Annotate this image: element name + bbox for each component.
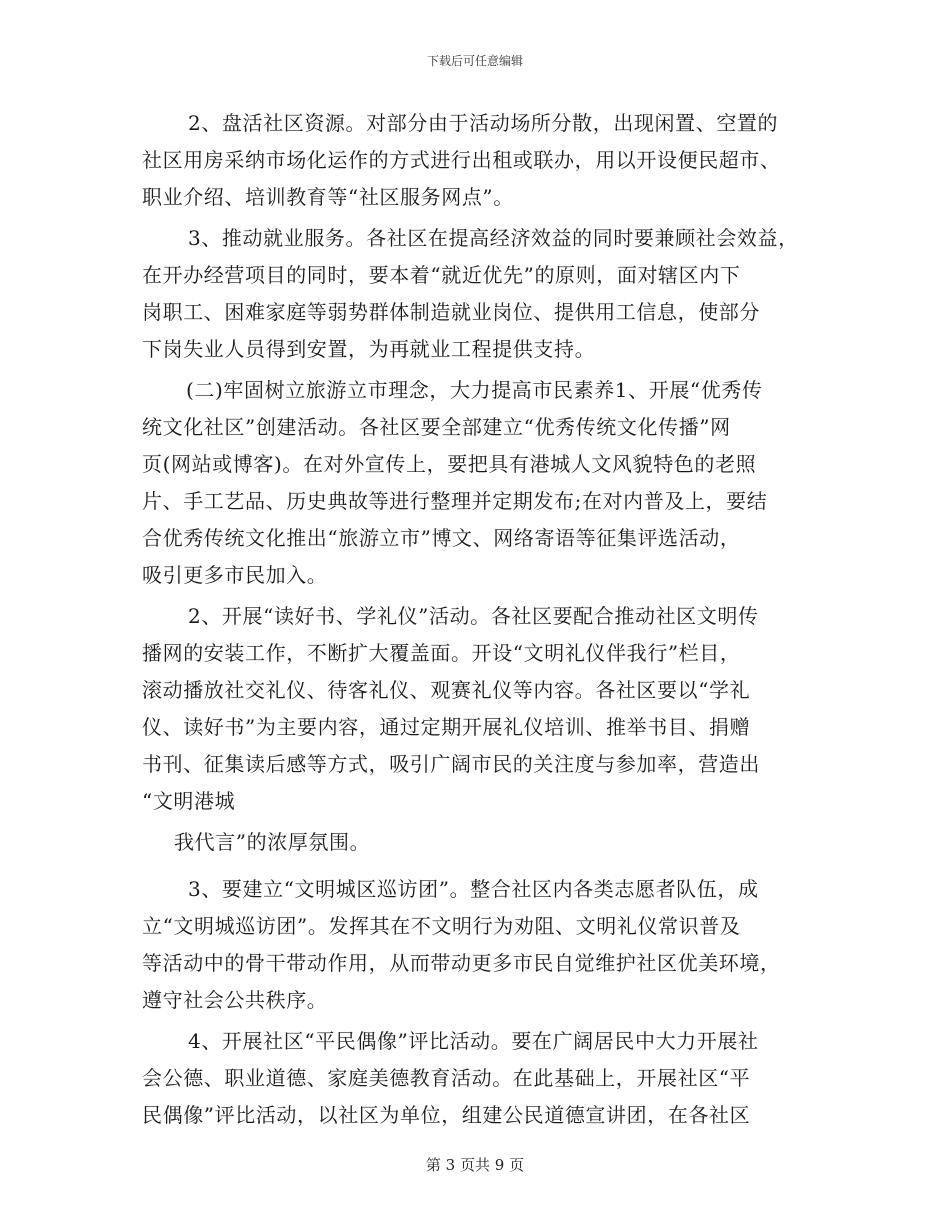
- text-line: 岗职工、困难家庭等弱势群体制造就业岗位、提供用工信息，使部分: [142, 300, 760, 324]
- text-line: 3、推动就业服务。各社区在提高经济效益的同时要兼顾社会效益，: [188, 226, 799, 250]
- text-line: 滚动播放社交礼仪、待客礼仪、观赛礼仪等内容。各社区要以“学礼: [142, 678, 751, 702]
- page-number: 第 3 页共 9 页: [425, 1156, 525, 1174]
- text-line: 2、开展“读好书、学礼仪”活动。各社区要配合推动社区文明传: [188, 604, 759, 628]
- text-line: 立“文明城巡访团”。发挥其在不文明行为劝阻、文明礼仪常识普及: [142, 914, 741, 938]
- text-line: 等活动中的骨干带动作用，从而带动更多市民自觉维护社区优美环境，: [142, 951, 781, 975]
- text-line: 遵守社会公共秩序。: [142, 988, 328, 1012]
- text-line: 书刊、征集读后感等方式，吸引广阔市民的关注度与参加率，营造出: [142, 752, 760, 776]
- text-line: “文明港城: [142, 789, 236, 813]
- text-line: 统文化社区”创建活动。各社区要全部建立“优秀传统文化传播”网: [142, 415, 731, 439]
- text-line: 职业介绍、培训教育等“社区服务网点”。: [142, 185, 514, 209]
- text-line: 仪、读好书”为主要内容，通过定期开展礼仪培训、推举书目、捐赠: [142, 715, 751, 739]
- text-line: 我代言”的浓厚氛围。: [174, 830, 371, 854]
- text-line: (二)牢固树立旅游立市理念，大力提高市民素养1、开展“优秀传: [186, 378, 763, 402]
- text-line: 合优秀传统文化推出“旅游立市”博文、网络寄语等征集评选活动，: [142, 526, 741, 550]
- text-line: 下岗失业人员得到安置，为再就业工程提供支持。: [142, 337, 596, 361]
- text-line: 页(网站或博客)。在对外宣传上，要把具有港城人文风貌特色的老照: [142, 452, 757, 476]
- text-line: 社区用房采纳市场化运作的方式进行出租或联办，用以开设便民超市、: [142, 148, 781, 172]
- text-line: 民偶像”评比活动，以社区为单位，组建公民道德宣讲团，在各社区: [142, 1103, 751, 1127]
- header-note: 下载后可任意编辑: [426, 54, 523, 68]
- text-line: 吸引更多市民加入。: [142, 563, 328, 587]
- text-line: 2、盘活社区资源。对部分由于活动场所分散，出现闲置、空置的: [188, 111, 779, 135]
- text-line: 4、开展社区“平民偶像”评比活动。要在广阔居民中大力开展社: [188, 1029, 759, 1053]
- text-line: 会公德、职业道德、家庭美德教育活动。在此基础上，开展社区“平: [142, 1066, 751, 1090]
- text-line: 在开办经营项目的同时，要本着“就近优先”的原则，面对辖区内下: [142, 263, 741, 287]
- text-line: 片、手工艺品、历史典故等进行整理并定期发布;在对内普及上，要结: [142, 489, 768, 513]
- text-line: 3、要建立“文明城区巡访团”。整合社区内各类志愿者队伍，成: [188, 877, 759, 901]
- text-line: 播网的安装工作，不断扩大覆盖面。开设“文明礼仪伴我行”栏目，: [142, 641, 741, 665]
